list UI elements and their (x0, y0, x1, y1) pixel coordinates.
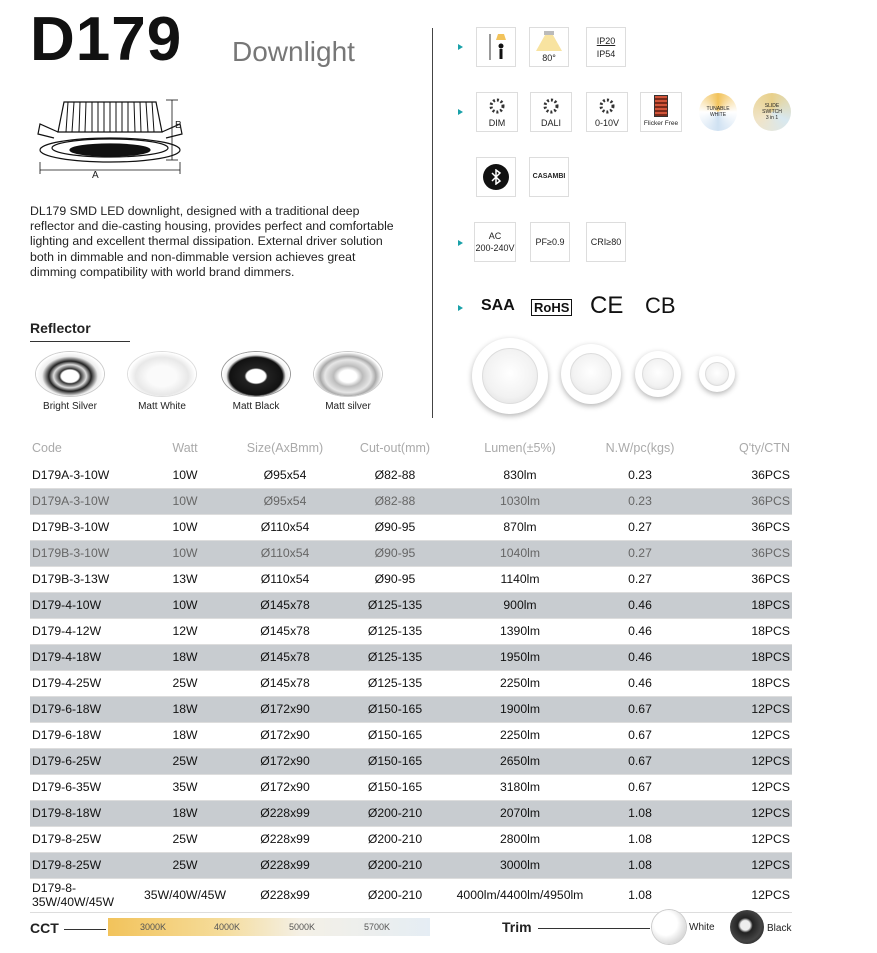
cell-cutout: Ø82-88 (340, 488, 450, 514)
cell-qty: 12PCS (690, 800, 792, 826)
cell-lumen: 1040lm (450, 540, 590, 566)
cell-cutout: Ø150-165 (340, 696, 450, 722)
cell-qty: 18PCS (690, 670, 792, 696)
table-row (30, 826, 792, 852)
casambi-label: CASAMBI (532, 173, 566, 180)
cell-code: D179A-3-10W (30, 462, 140, 488)
cell-watt: 25W (140, 852, 230, 878)
reflector-matt-silver (308, 352, 388, 412)
product-image-xsmall (699, 356, 735, 392)
table-row (30, 592, 792, 618)
col-header-qty: Q'ty/CTN (739, 441, 790, 455)
beam-angle-icon (529, 27, 569, 67)
cell-cutout: Ø150-165 (340, 722, 450, 748)
cell-size: Ø95x54 (230, 462, 340, 488)
beam-angle-label: 80° (542, 53, 556, 63)
cell-code: D179-4-10W (30, 592, 140, 618)
product-description: DL179 SMD LED downlight, designed with a traditional deep reflector and die-casting housing, provides perfect and comfortable lighting and excellent thermal dissipation. External driver solution both in dimmable and non-dimmable version achieves great dimming compatibility with world brand dimmers. (30, 204, 394, 279)
cell-code: D179-6-35W (30, 774, 140, 800)
cell-code: D179-6-18W (30, 722, 140, 748)
cell-lumen: 830lm (450, 462, 590, 488)
cell-size: Ø110x54 (230, 566, 340, 592)
cell-watt: 35W (140, 774, 230, 800)
cell-size: Ø172x90 (230, 748, 340, 774)
slide-switch-label: SLIDE SWITCH 3 in 1 (753, 93, 791, 131)
cell-weight: 0.27 (590, 566, 690, 592)
cell-size: Ø110x54 (230, 514, 340, 540)
trim-black-swatch (730, 910, 764, 944)
cell-qty: 12PCS (690, 852, 792, 878)
cell-cutout: Ø90-95 (340, 540, 450, 566)
reflector-matt-black-image (222, 352, 290, 396)
cell-weight: 0.46 (590, 618, 690, 644)
ip-bottom-label: IP54 (596, 48, 616, 59)
ip-top-label: IP20 (596, 35, 616, 46)
cell-qty: 36PCS (690, 540, 792, 566)
cell-watt: 12W (140, 618, 230, 644)
table-row (30, 514, 792, 540)
cell-size: Ø95x54 (230, 488, 340, 514)
pf-label: PF≥0.9 (535, 237, 565, 247)
reflector-bright-silver (30, 352, 110, 412)
table-row (30, 852, 792, 878)
col-header-lumen: Lumen(±5%) (484, 441, 556, 455)
cell-code: D179-4-25W (30, 670, 140, 696)
cell-qty: 12PCS (690, 696, 792, 722)
cell-weight: 1.08 (590, 852, 690, 878)
dim-label: DIM (488, 117, 506, 128)
table-row (30, 618, 792, 644)
tunable-white-icon (697, 92, 739, 132)
table-row (30, 644, 792, 670)
cell-code: D179-6-25W (30, 748, 140, 774)
trim-white-swatch (652, 910, 686, 944)
ac-top-label: AC (488, 231, 502, 241)
0-10v-icon (586, 92, 628, 132)
cell-weight: 1.08 (590, 878, 690, 912)
cell-lumen: 900lm (450, 592, 590, 618)
dim-icon (476, 92, 518, 132)
cell-weight: 0.23 (590, 488, 690, 514)
cell-weight: 0.46 (590, 644, 690, 670)
cell-qty: 36PCS (690, 462, 792, 488)
cell-weight: 0.27 (590, 514, 690, 540)
cb-cert-icon: CB (645, 293, 676, 318)
cell-code: D179A-3-10W (30, 488, 140, 514)
table-header-row (30, 434, 792, 462)
power-factor-icon (530, 222, 570, 262)
cell-lumen: 1900lm (450, 696, 590, 722)
reflector-bright-silver-image (36, 352, 104, 396)
cell-weight: 0.27 (590, 540, 690, 566)
cell-weight: 0.67 (590, 774, 690, 800)
product-image-large (472, 338, 548, 414)
cell-size: Ø172x90 (230, 722, 340, 748)
reflector-title: Reflector (30, 320, 91, 336)
ip-rating-icon (586, 27, 626, 67)
cct-value: 4000K (214, 922, 241, 932)
cell-qty: 12PCS (690, 722, 792, 748)
cell-lumen: 2250lm (450, 722, 590, 748)
cell-lumen: 4000lm/4400lm/4950lm (450, 878, 590, 912)
cell-code: D179-8-25W (30, 826, 140, 852)
cell-weight: 0.46 (590, 670, 690, 696)
cell-size: Ø228x99 (230, 800, 340, 826)
cell-lumen: 1390lm (450, 618, 590, 644)
cell-watt: 25W (140, 748, 230, 774)
cell-cutout: Ø125-135 (340, 618, 450, 644)
product-drawing (24, 88, 194, 184)
cell-cutout: Ø125-135 (340, 670, 450, 696)
cell-size: Ø172x90 (230, 774, 340, 800)
ac-voltage-icon (474, 222, 516, 262)
dali-icon (530, 92, 572, 132)
cell-cutout: Ø150-165 (340, 774, 450, 800)
cell-size: Ø228x99 (230, 826, 340, 852)
product-image-small (635, 351, 681, 397)
bullet-icon (458, 240, 463, 246)
cell-qty: 18PCS (690, 644, 792, 670)
col-header-watt: Watt (172, 441, 198, 455)
cct-value: 3000K (140, 922, 167, 932)
cell-watt: 18W (140, 722, 230, 748)
table-row (30, 566, 792, 592)
cell-cutout: Ø82-88 (340, 462, 450, 488)
tunable-white-label: TUNABLE WHITE (699, 93, 737, 131)
cell-qty: 36PCS (690, 488, 792, 514)
cell-watt: 18W (140, 696, 230, 722)
cell-watt: 13W (140, 566, 230, 592)
cell-cutout: Ø125-135 (340, 592, 450, 618)
cell-weight: 0.67 (590, 748, 690, 774)
cell-cutout: Ø200-210 (340, 878, 450, 912)
cell-cutout: Ø200-210 (340, 800, 450, 826)
cell-watt: 18W (140, 644, 230, 670)
cell-watt: 35W/40W/45W (140, 878, 230, 912)
cell-weight: 0.23 (590, 462, 690, 488)
flicker-free-icon (640, 92, 682, 132)
table-row (30, 488, 792, 514)
cell-code: D179-4-18W (30, 644, 140, 670)
cell-qty: 12PCS (690, 748, 792, 774)
reflector-matt-white (122, 352, 202, 412)
cell-watt: 10W (140, 514, 230, 540)
cell-watt: 18W (140, 800, 230, 826)
cell-lumen: 2070lm (450, 800, 590, 826)
cell-cutout: Ø90-95 (340, 514, 450, 540)
cell-lumen: 2800lm (450, 826, 590, 852)
cri-label: CRI≥80 (590, 237, 622, 247)
cell-size: Ø145x78 (230, 592, 340, 618)
cell-weight: 0.67 (590, 696, 690, 722)
cell-weight: 0.67 (590, 722, 690, 748)
table-row (30, 748, 792, 774)
rohs-cert-icon: RoHS (531, 299, 572, 316)
reflector-underline (30, 341, 130, 342)
cell-lumen: 2650lm (450, 748, 590, 774)
person-lamp-icon (476, 27, 516, 67)
0-10v-label: 0-10V (594, 117, 620, 128)
cell-lumen: 2250lm (450, 670, 590, 696)
cell-qty: 36PCS (690, 514, 792, 540)
table-row (30, 878, 792, 912)
cell-lumen: 3180lm (450, 774, 590, 800)
product-category: Downlight (232, 36, 355, 67)
cell-size: Ø172x90 (230, 696, 340, 722)
cell-size: Ø145x78 (230, 670, 340, 696)
cell-lumen: 1950lm (450, 644, 590, 670)
cell-qty: 36PCS (690, 566, 792, 592)
cell-qty: 12PCS (690, 774, 792, 800)
cct-gradient-bar (108, 918, 430, 936)
table-row (30, 462, 792, 488)
cell-code: D179-4-12W (30, 618, 140, 644)
cell-watt: 25W (140, 826, 230, 852)
cell-watt: 10W (140, 462, 230, 488)
slide-switch-icon (751, 92, 793, 132)
reflector-matt-black-label: Matt Black (232, 401, 280, 412)
col-header-size: Size(AxBmm) (246, 441, 324, 455)
ac-bottom-label: 200-240V (475, 243, 515, 253)
cct-line (64, 929, 106, 930)
reflector-matt-silver-image (314, 352, 382, 396)
cell-size: Ø145x78 (230, 644, 340, 670)
cri-icon (586, 222, 626, 262)
cell-cutout: Ø200-210 (340, 852, 450, 878)
cell-cutout: Ø90-95 (340, 566, 450, 592)
cell-lumen: 1140lm (450, 566, 590, 592)
trim-white-label: White (689, 922, 715, 933)
dimension-b-label: B (175, 120, 182, 131)
reflector-matt-black (216, 352, 296, 412)
trim-label: Trim (502, 919, 532, 935)
reflector-matt-white-image (128, 352, 196, 396)
cell-lumen: 1030lm (450, 488, 590, 514)
table-row (30, 774, 792, 800)
cell-code: D179-8-25W (30, 852, 140, 878)
cell-size: Ø110x54 (230, 540, 340, 566)
cell-size: Ø228x99 (230, 878, 340, 912)
table-row (30, 540, 792, 566)
table-row (30, 670, 792, 696)
trim-line (538, 928, 650, 929)
casambi-icon (529, 157, 569, 197)
table-row (30, 696, 792, 722)
cell-watt: 10W (140, 540, 230, 566)
product-image-medium (561, 344, 621, 404)
bluetooth-icon (476, 157, 516, 197)
ce-cert-icon: CE (590, 292, 624, 319)
bullet-icon (458, 305, 463, 311)
table-row (30, 800, 792, 826)
table-row (30, 722, 792, 748)
cell-watt: 10W (140, 592, 230, 618)
reflector-bright-silver-label: Bright Silver (43, 401, 97, 412)
bullet-icon (458, 44, 463, 50)
cell-code: D179B-3-10W (30, 514, 140, 540)
dimension-a-label: A (92, 170, 99, 181)
cell-lumen: 3000lm (450, 852, 590, 878)
trim-black-label: Black (767, 923, 792, 934)
cell-qty: 12PCS (690, 878, 792, 912)
cct-label: CCT (30, 920, 59, 936)
cct-value: 5700K (364, 922, 391, 932)
col-header-weight: N.W/pc(kgs) (605, 441, 675, 455)
cell-code: D179-8-35W/40W/45W (30, 878, 140, 912)
cell-watt: 25W (140, 670, 230, 696)
cell-weight: 0.46 (590, 592, 690, 618)
bullet-icon (458, 109, 463, 115)
reflector-matt-silver-label: Matt silver (325, 401, 371, 412)
cell-code: D179-8-18W (30, 800, 140, 826)
cct-value: 5000K (289, 922, 316, 932)
cell-cutout: Ø200-210 (340, 826, 450, 852)
cell-code: D179B-3-13W (30, 566, 140, 592)
cell-watt: 10W (140, 488, 230, 514)
reflector-matt-white-label: Matt White (138, 401, 186, 412)
cell-lumen: 870lm (450, 514, 590, 540)
saa-cert-icon: SAA (481, 297, 515, 314)
cell-size: Ø145x78 (230, 618, 340, 644)
cell-qty: 18PCS (690, 618, 792, 644)
cell-code: D179-6-18W (30, 696, 140, 722)
cell-cutout: Ø125-135 (340, 644, 450, 670)
cell-qty: 18PCS (690, 592, 792, 618)
col-header-code: Code (32, 441, 62, 455)
col-header-cutout: Cut-out(mm) (359, 441, 431, 455)
spec-table (30, 434, 792, 913)
vertical-divider (432, 28, 433, 418)
dali-label: DALI (540, 117, 561, 128)
cell-size: Ø228x99 (230, 852, 340, 878)
product-code: D179 (30, 5, 183, 74)
cell-qty: 12PCS (690, 826, 792, 852)
cell-code: D179B-3-10W (30, 540, 140, 566)
cell-cutout: Ø150-165 (340, 748, 450, 774)
cell-weight: 1.08 (590, 800, 690, 826)
flicker-free-label: Flicker Free (643, 120, 679, 127)
cell-weight: 1.08 (590, 826, 690, 852)
